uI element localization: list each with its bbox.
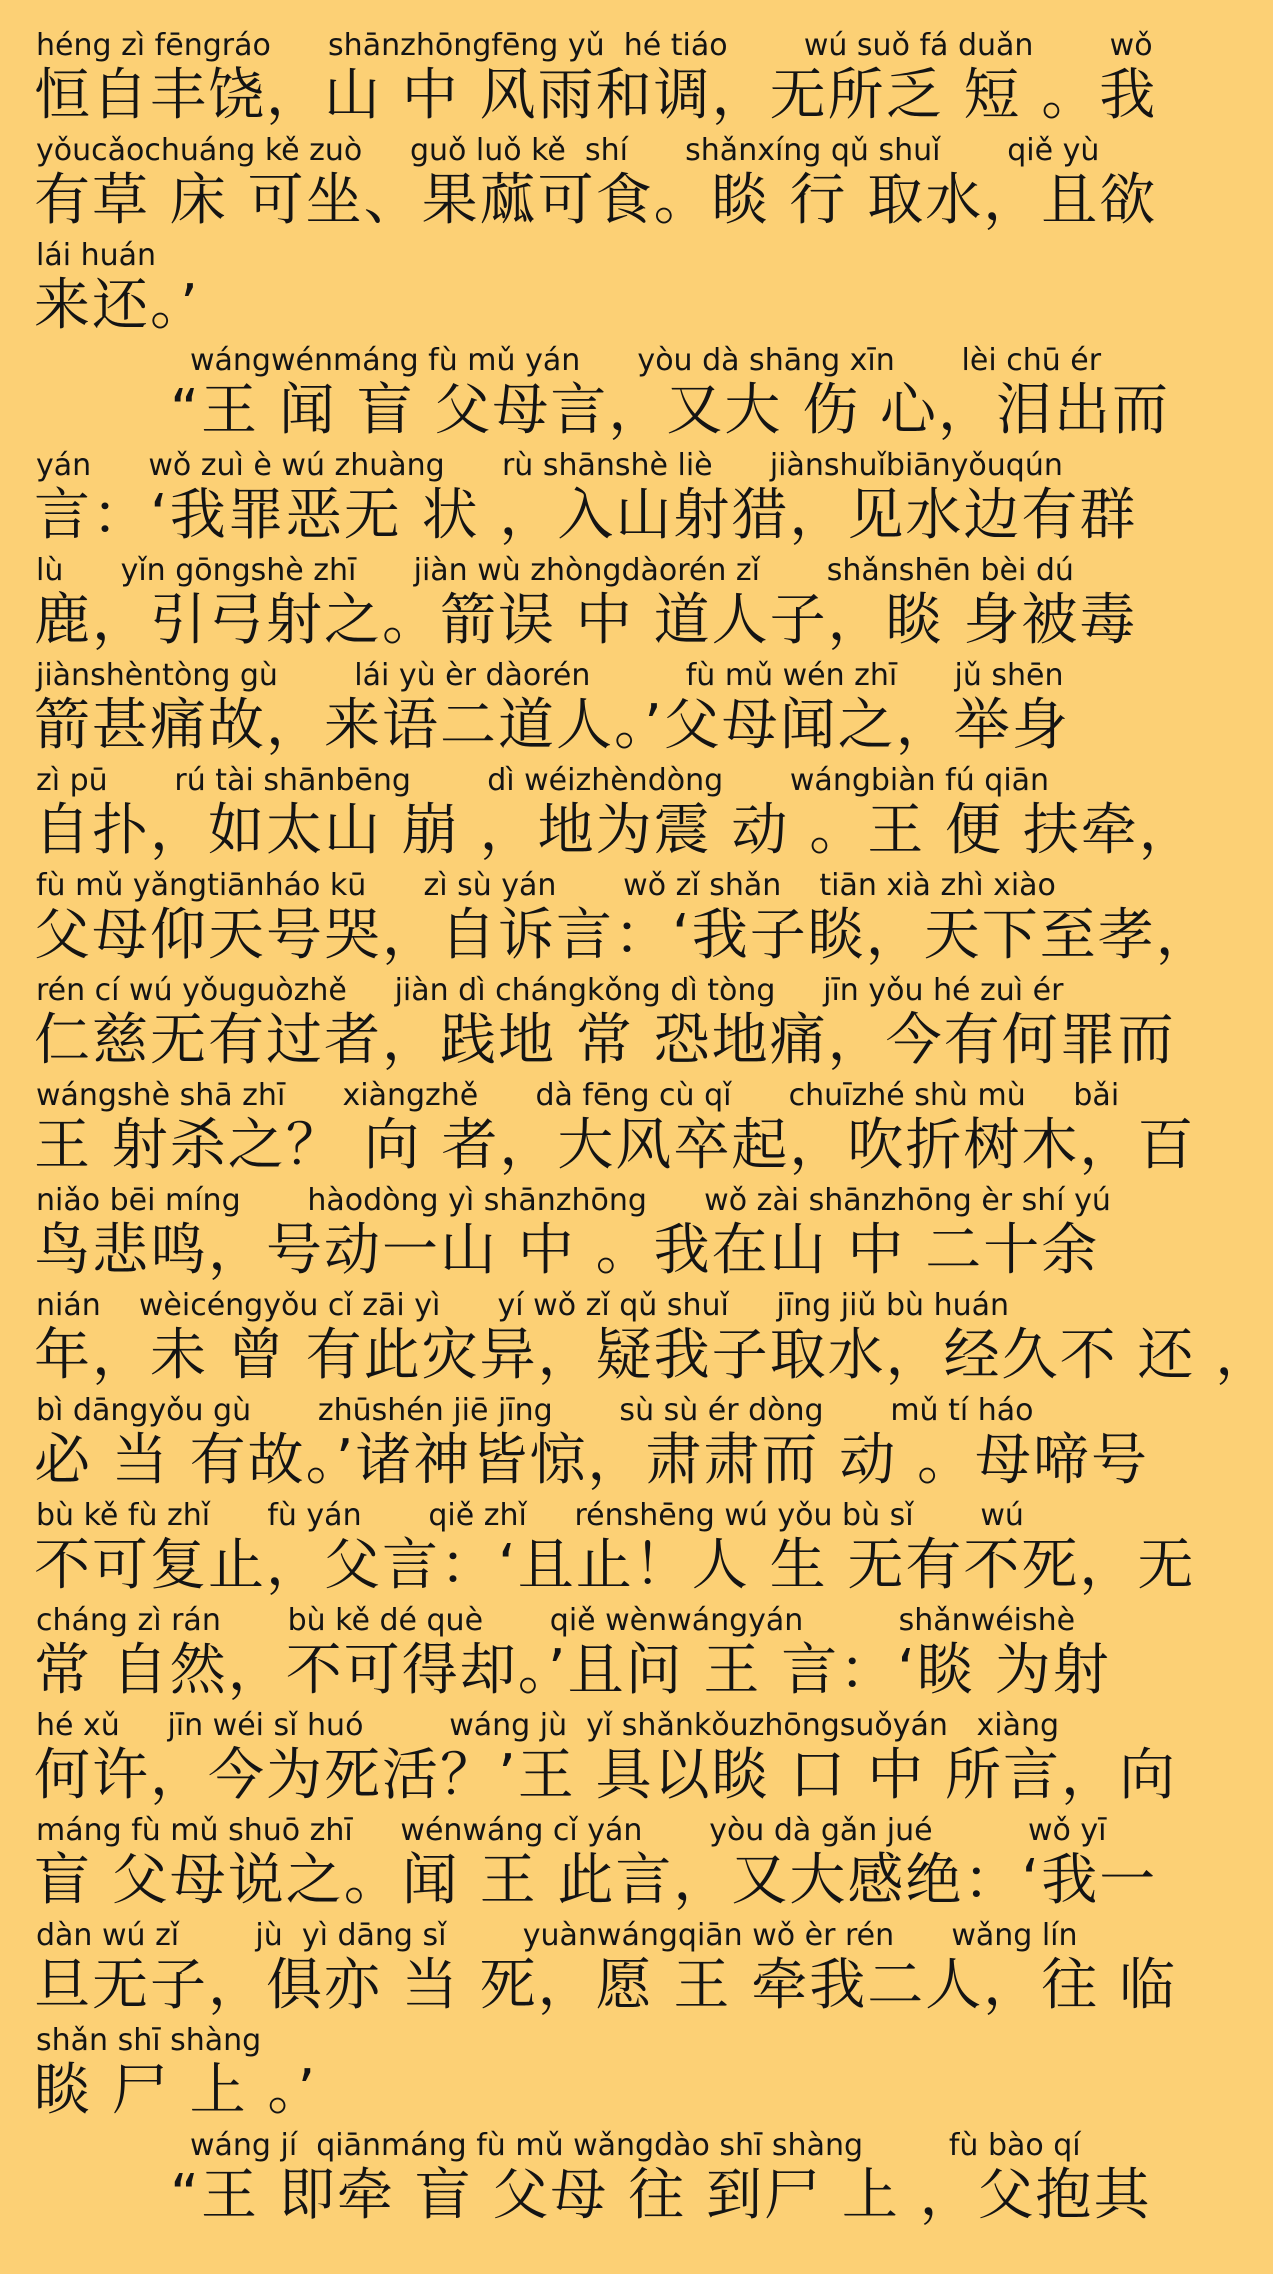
pinyin-line: bù kě fù zhǐ fù yán qiě zhǐ rénshēng wú yǒu bù sǐ wú <box>36 1498 1024 1533</box>
text-line <box>0 2128 1152 2233</box>
pinyin-line: niǎo bēi míng hàodòng yì shānzhōng wǒ zài shānzhōng èr shí yú <box>36 1183 1111 1218</box>
text-line <box>0 1498 1196 1603</box>
hanzi-line: 恒自丰饶，山 中 风雨和调，无所乏 短 。我 <box>34 63 1158 128</box>
pinyin-line: nián wèicéngyǒu cǐ zāi yì yí wǒ zǐ qǔ shuǐ jīng jiǔ bù huán <box>36 1288 1009 1323</box>
pinyin-line: héng zì fēngráo shānzhōngfēng yǔ hé tiáo wú suǒ fá duǎn wǒ <box>36 28 1153 63</box>
pinyin-line: lái huán <box>36 238 157 273</box>
pinyin-line: fù mǔ yǎngtiānháo kū zì sù yán wǒ zǐ shǎn tiān xià zhì xiào <box>36 868 1056 903</box>
hanzi-line: 鸟悲鸣，号动一山 中 。我在山 中 二十余 <box>34 1218 1100 1283</box>
pinyin-line: yǒucǎochuáng kě zuò guǒ luǒ kě shí shǎnxíng qǔ shuǐ qiě yù <box>36 133 1100 168</box>
hanzi-line: 何许，今为死活？’王 具以睒 口 中 所言，向 <box>34 1743 1178 1808</box>
text-line <box>0 658 1080 763</box>
text-line <box>0 868 1214 973</box>
text-line <box>0 448 1138 553</box>
text-line <box>0 1918 1178 2023</box>
hanzi-line: 仁慈无有过者，践地 常 恐地痛，今有何罪而 <box>34 1008 1176 1073</box>
text-line <box>0 1708 1178 1813</box>
text-line <box>0 238 1080 343</box>
pinyin-line: wáng jí qiānmáng fù mǔ wǎngdào shī shàng fù bào qí <box>190 2128 1081 2163</box>
hanzi-line: 盲 父母说之。闻 王 此言，又大感绝：‘我一 <box>34 1848 1158 1913</box>
text-line <box>0 973 1176 1078</box>
hanzi-line: 箭甚痛故，来语二道人。’父母闻之，举身 <box>34 693 1070 758</box>
hanzi-line: “王 闻 盲 父母言，又大 伤 心，泪出而 <box>170 378 1171 443</box>
pinyin-line: cháng zì rán bù kě dé què qiě wènwángyán shǎnwéishè <box>36 1603 1076 1638</box>
pinyin-line: wángwénmáng fù mǔ yán yòu dà shāng xīn lèi chū ér <box>190 343 1102 378</box>
hanzi-line: 王 射杀之？ 向 者，大风卒起，吹折树木，百 <box>34 1113 1196 1178</box>
hanzi-line: 言：‘我罪恶无 状 ，入山射猎，见水边有群 <box>34 483 1138 548</box>
text-line <box>0 1183 1111 1288</box>
text-line <box>0 763 1197 868</box>
hanzi-line: 父母仰天号哭，自诉言：‘我子睒，天下至孝， <box>34 903 1214 968</box>
text-line <box>0 1393 1150 1498</box>
hanzi-line: 自扑，如太山 崩 ，地为震 动 。王 便 扶牵， <box>34 798 1197 863</box>
text-line <box>0 1603 1111 1708</box>
hanzi-line: 旦无子，俱亦 当 死，愿 王 牵我二人，往 临 <box>34 1953 1178 2018</box>
hanzi-line: 年，未 曾 有此灾异，疑我子取水，经久不 还 ， <box>34 1323 1273 1388</box>
pinyin-line: yán wǒ zuì è wú zhuàng rù shānshè liè jiànshuǐbiānyǒuqún <box>36 448 1063 483</box>
hanzi-line: “王 即牵 盲 父母 往 到尸 上 ，父抱其 <box>170 2163 1152 2228</box>
pinyin-line: rén cí wú yǒuguòzhě jiàn dì chángkǒng dì tòng jīn yǒu hé zuì ér <box>36 973 1064 1008</box>
pinyin-line: shǎn shī shàng <box>36 2023 262 2058</box>
text-line <box>0 2023 1080 2128</box>
text-line <box>0 1813 1158 1918</box>
text-line <box>0 133 1158 238</box>
text-line <box>0 343 1171 448</box>
hanzi-line: 有草 床 可坐、果蓏可食。睒 行 取水，且欲 <box>34 168 1158 233</box>
pinyin-line: hé xǔ jīn wéi sǐ huó wáng jù yǐ shǎnkǒuzhōngsuǒyán xiàng <box>36 1708 1060 1743</box>
pinyin-line: dàn wú zǐ jù yì dāng sǐ yuànwángqiān wǒ èr rén wǎng lín <box>36 1918 1078 1953</box>
text-line <box>0 1288 1273 1393</box>
pinyin-line: wángshè shā zhī xiàngzhě dà fēng cù qǐ chuīzhé shù mù bǎi <box>36 1078 1120 1113</box>
hanzi-line: 睒 尸 上 。’ <box>34 2058 318 2123</box>
text-line <box>0 1078 1196 1183</box>
pinyin-line: bì dāngyǒu gù zhūshén jiē jīng sù sù ér dòng mǔ tí háo <box>36 1393 1034 1428</box>
text-line <box>0 28 1158 133</box>
hanzi-line: 不可复止，父言：‘且止！人 生 无有不死，无 <box>34 1533 1196 1598</box>
hanzi-line: 来还。’ <box>34 273 200 338</box>
pinyin-line: lù yǐn gōngshè zhī jiàn wù zhòngdàorén zǐ shǎnshēn bèi dú <box>36 553 1074 588</box>
hanzi-line: 鹿，引弓射之。箭误 中 道人子，睒 身被毒 <box>34 588 1138 653</box>
hanzi-line: 常 自然，不可得却。’且问 王 言：‘睒 为射 <box>34 1638 1111 1703</box>
pinyin-line: jiànshèntòng gù lái yù èr dàorén fù mǔ wén zhī jǔ shēn <box>36 658 1064 693</box>
pinyin-line: máng fù mǔ shuō zhī wénwáng cǐ yán yòu dà gǎn jué wǒ yī <box>36 1813 1107 1848</box>
hanzi-line: 必 当 有故。’诸神皆惊，肃肃而 动 。母啼号 <box>34 1428 1150 1493</box>
pinyin-line: zì pū rú tài shānbēng dì wéizhèndòng wángbiàn fú qiān <box>36 763 1050 798</box>
text-line <box>0 553 1138 658</box>
